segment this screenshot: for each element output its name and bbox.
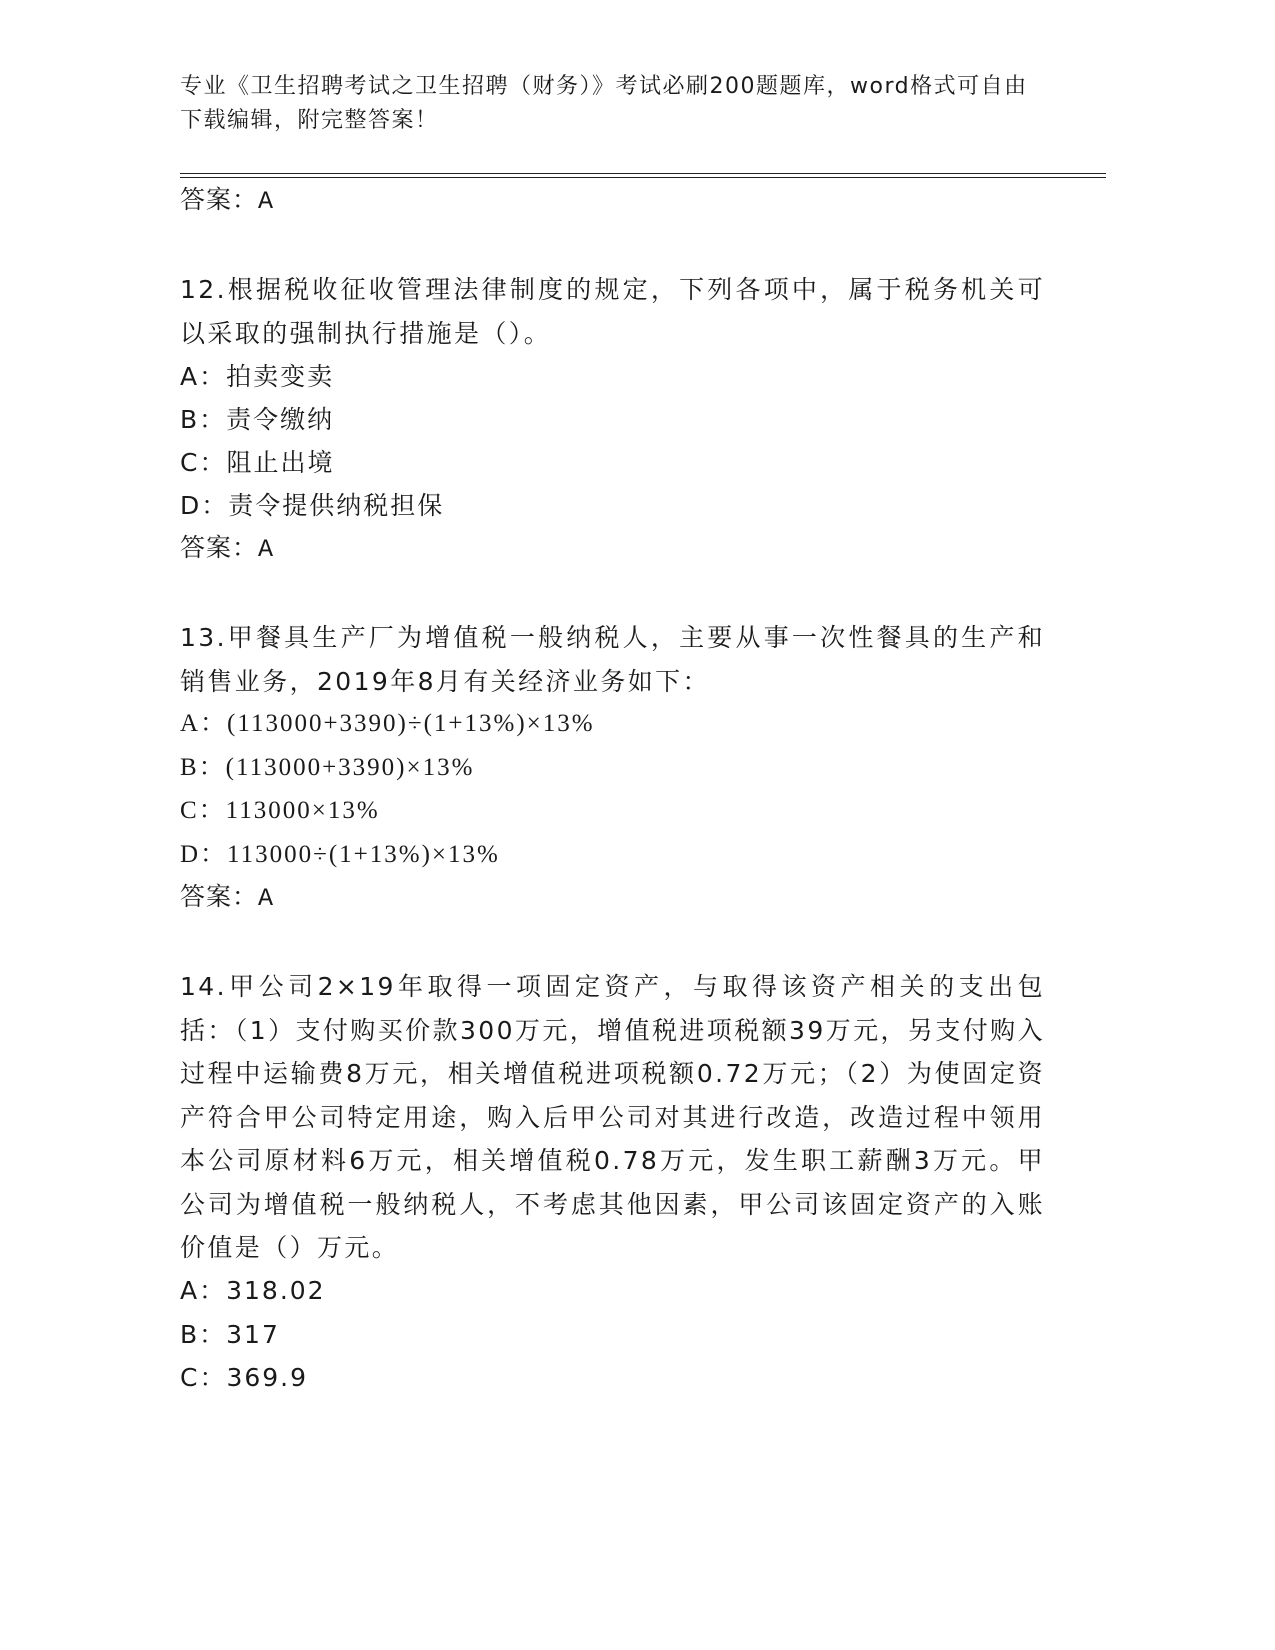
question-12-option-a: A：拍卖变卖 (180, 362, 335, 391)
question-12-answer: 答案：A (180, 535, 275, 564)
question-14-option-a: A：318.02 (180, 1276, 326, 1305)
question-13-option-b: B：(113000+3390)×13% (180, 754, 475, 781)
question-13-stem: 13.甲餐具生产厂为增值税一般纳税人，主要从事一次性餐具的生产和销售业务，2019年8月有关经济业务如下： (180, 623, 1045, 696)
question-13-option-c: C：113000×13% (180, 797, 380, 824)
question-12-option-b: B：责令缴纳 (180, 405, 335, 434)
header-divider-bottom (180, 177, 1106, 178)
question-13-answer: 答案：A (180, 884, 275, 913)
document-header: 专业《卫生招聘考试之卫生招聘（财务）》考试必刷200题题库，word格式可自由下载编辑，附完整答案！ (180, 74, 1028, 133)
question-13-option-d: D：113000÷(1+13%)×13% (180, 841, 500, 868)
question-14-option-c: C：369.9 (180, 1363, 309, 1392)
question-12-option-c: C：阻止出境 (180, 448, 335, 477)
question-12-stem: 12.根据税收征收管理法律制度的规定，下列各项中，属于税务机关可以采取的强制执行措施是（）。 (180, 275, 1045, 348)
header-divider-top (180, 173, 1106, 174)
question-14-stem: 14.甲公司2×19年取得一项固定资产，与取得该资产相关的支出包括：（1）支付购买价款300万元，增值税进项税额39万元，另支付购入过程中运输费8万元，相关增值税进项税额0.72万元；（2）为使固定资产符合甲公司特定用途，购入后甲公司对其进行改造，改造过程中领用本公司原材料6万元，相关增值税0.78万元，发生职工薪酬3万元。甲公司为增值税一般纳税人，不考虑其他因素，甲公司该固定资产的入账价值是（）万元。 (180, 972, 1045, 1262)
question-12-option-d: D：责令提供纳税担保 (180, 491, 445, 520)
previous-answer: 答案：A (180, 187, 275, 216)
question-14-option-b: B：317 (180, 1320, 280, 1349)
question-13-option-a: A：(113000+3390)÷(1+13%)×13% (180, 710, 595, 737)
